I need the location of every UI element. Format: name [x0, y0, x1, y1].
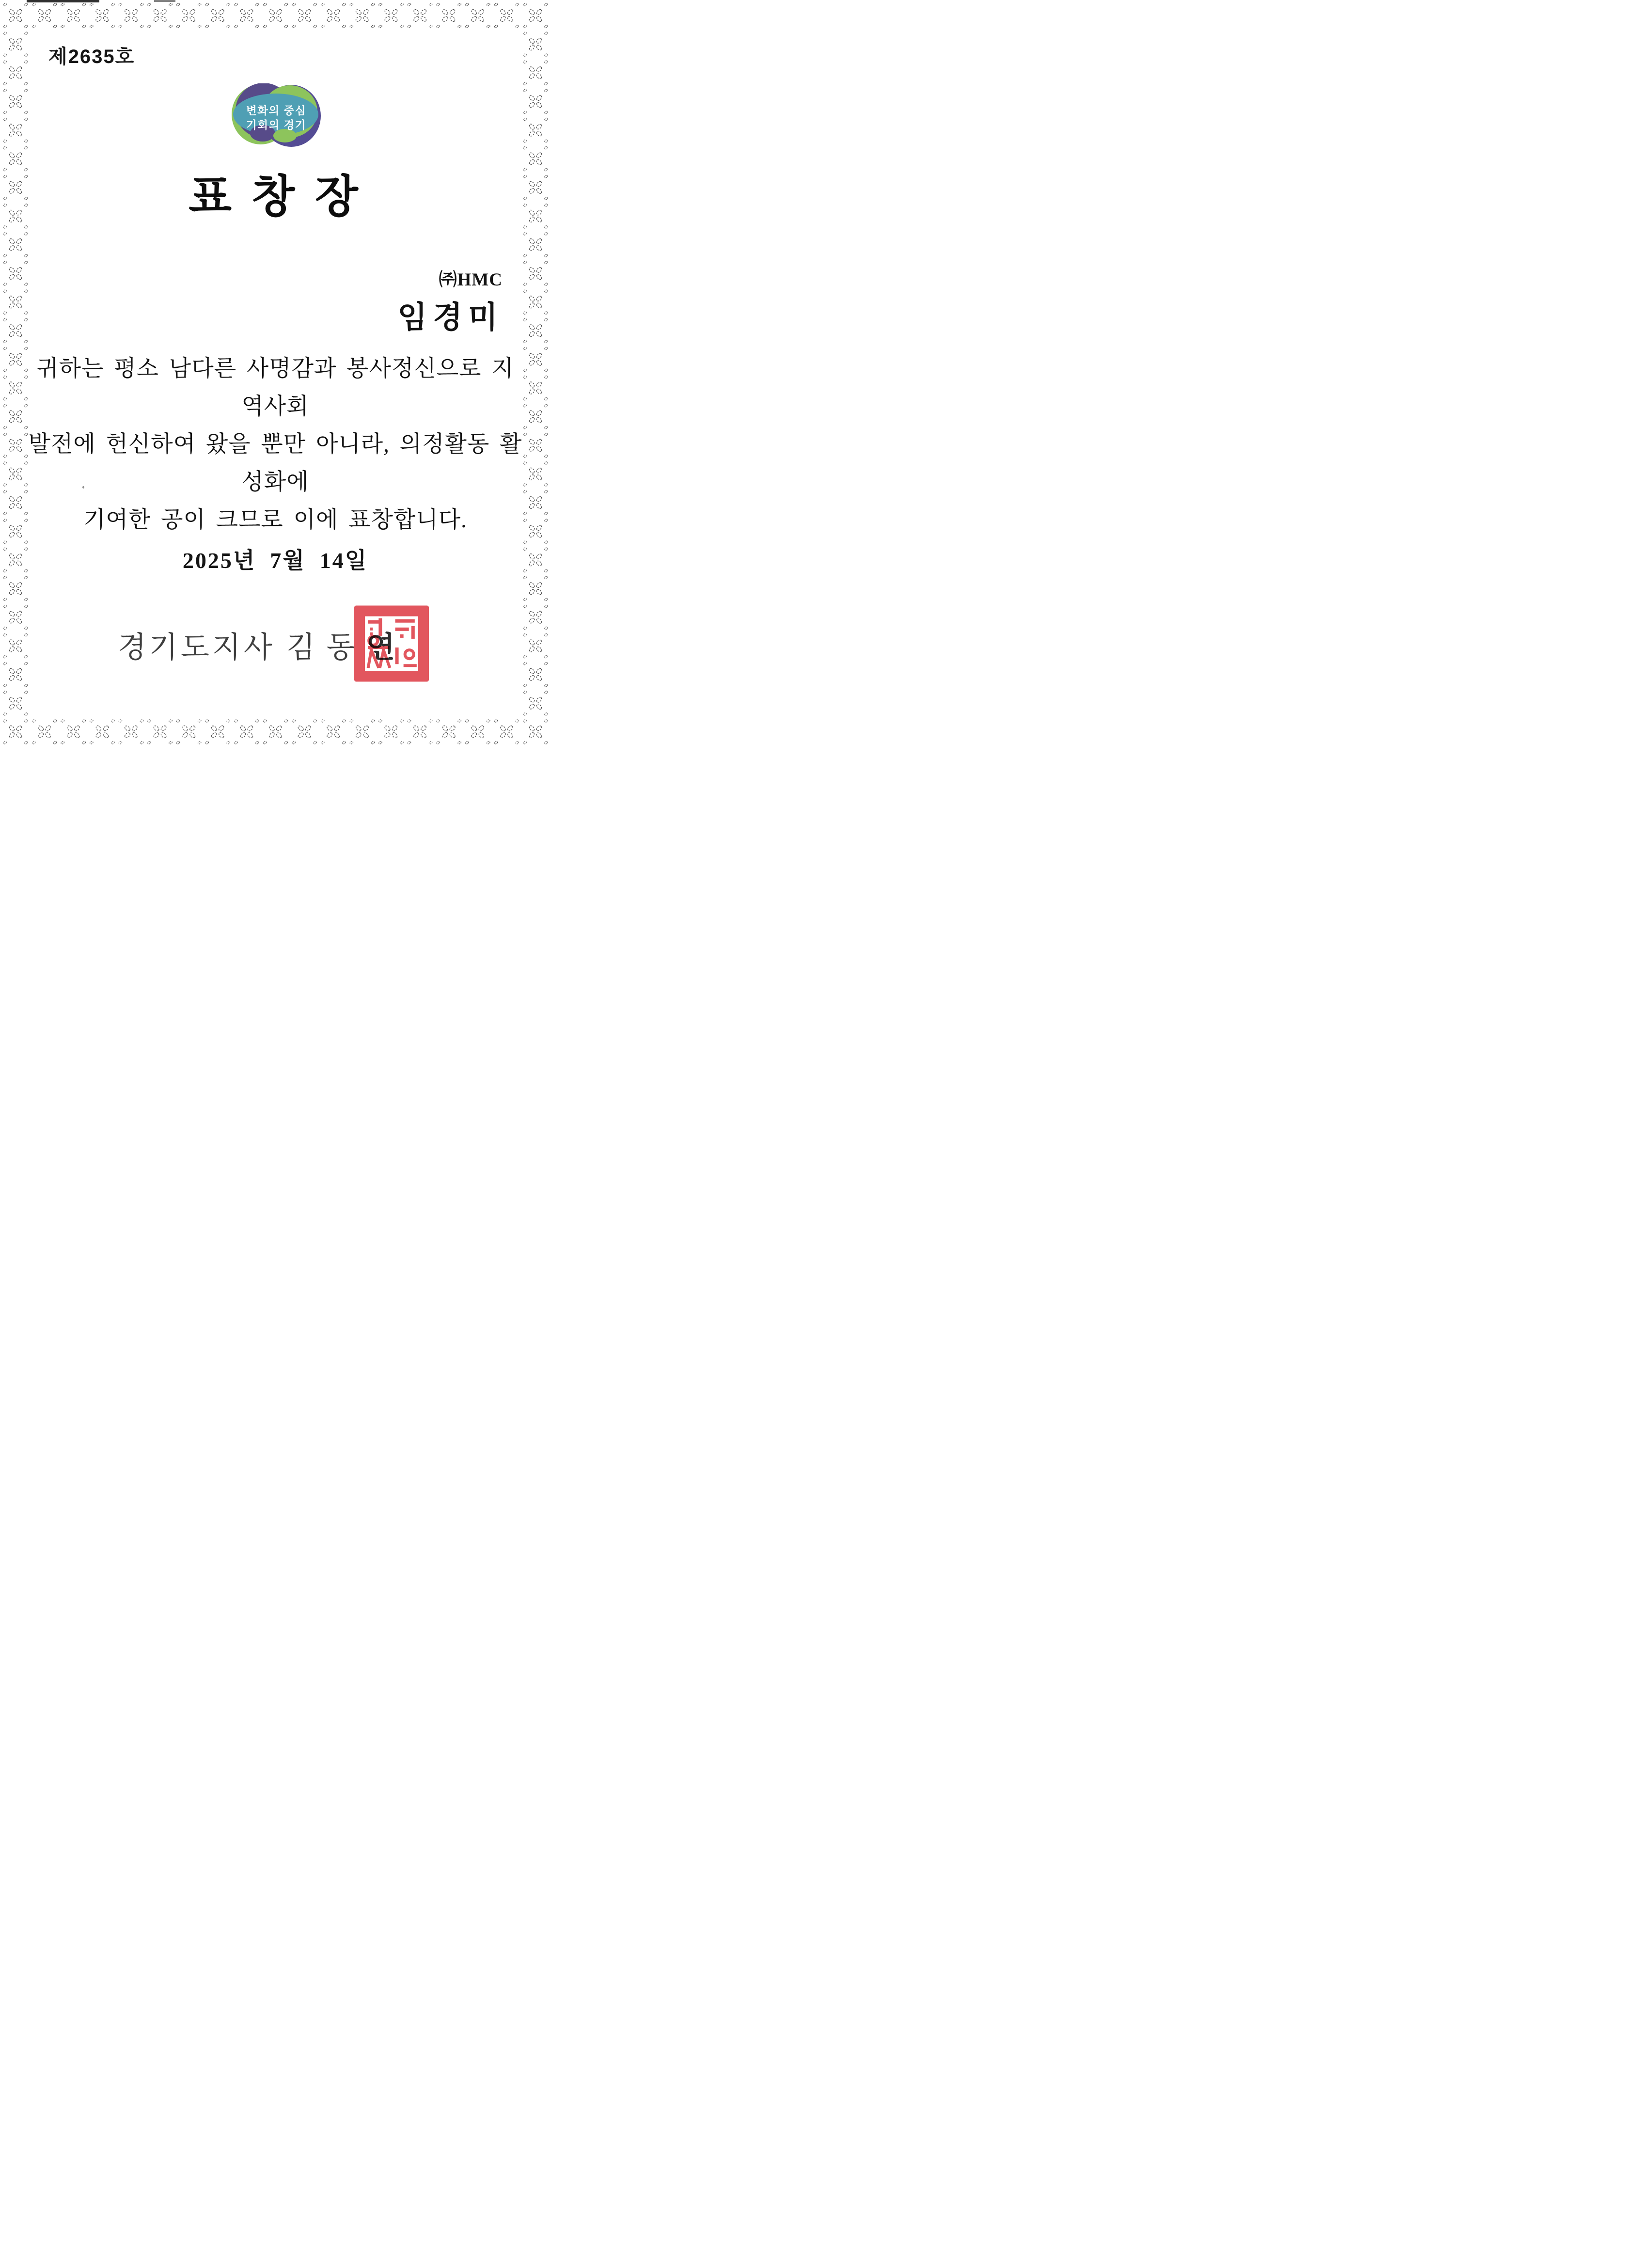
recipient-name: 임경미	[397, 300, 503, 334]
issuer-name-char: 동	[326, 631, 355, 664]
scan-artifact	[154, 0, 175, 2]
citation-line: 귀하는 평소 남다른 사명감과 봉사정신으로 지역사회	[36, 356, 514, 419]
gyeonggi-logo-graphic	[232, 83, 321, 149]
issuer-name-char-under-seal: 연	[366, 631, 395, 664]
signature-row	[118, 624, 395, 666]
issuer-title: 경기도지사	[118, 631, 275, 664]
citation-line: 기여한 공이 크므로 이에 표창합니다.	[83, 507, 467, 533]
issue-date: 2025년 7월 14일	[182, 548, 368, 573]
certificate-title: 표 창 장	[189, 172, 362, 221]
scan-artifact	[27, 0, 99, 2]
certificate-number: 제2635호	[48, 46, 135, 67]
citation-body	[28, 350, 522, 539]
logo-slogan-line1: 변화의 중심	[246, 105, 306, 117]
citation-line: 발전에 헌신하여 왔을 뿐만 아니라, 의정활동 활성화에	[28, 432, 522, 495]
logo-slogan-line2: 기회의 경기	[246, 119, 306, 131]
recipient-organization: ㈜HMC	[439, 270, 503, 290]
certificate-page	[0, 0, 551, 752]
issuer-name-char: 김	[286, 631, 315, 664]
gyeonggi-logo	[232, 83, 321, 149]
